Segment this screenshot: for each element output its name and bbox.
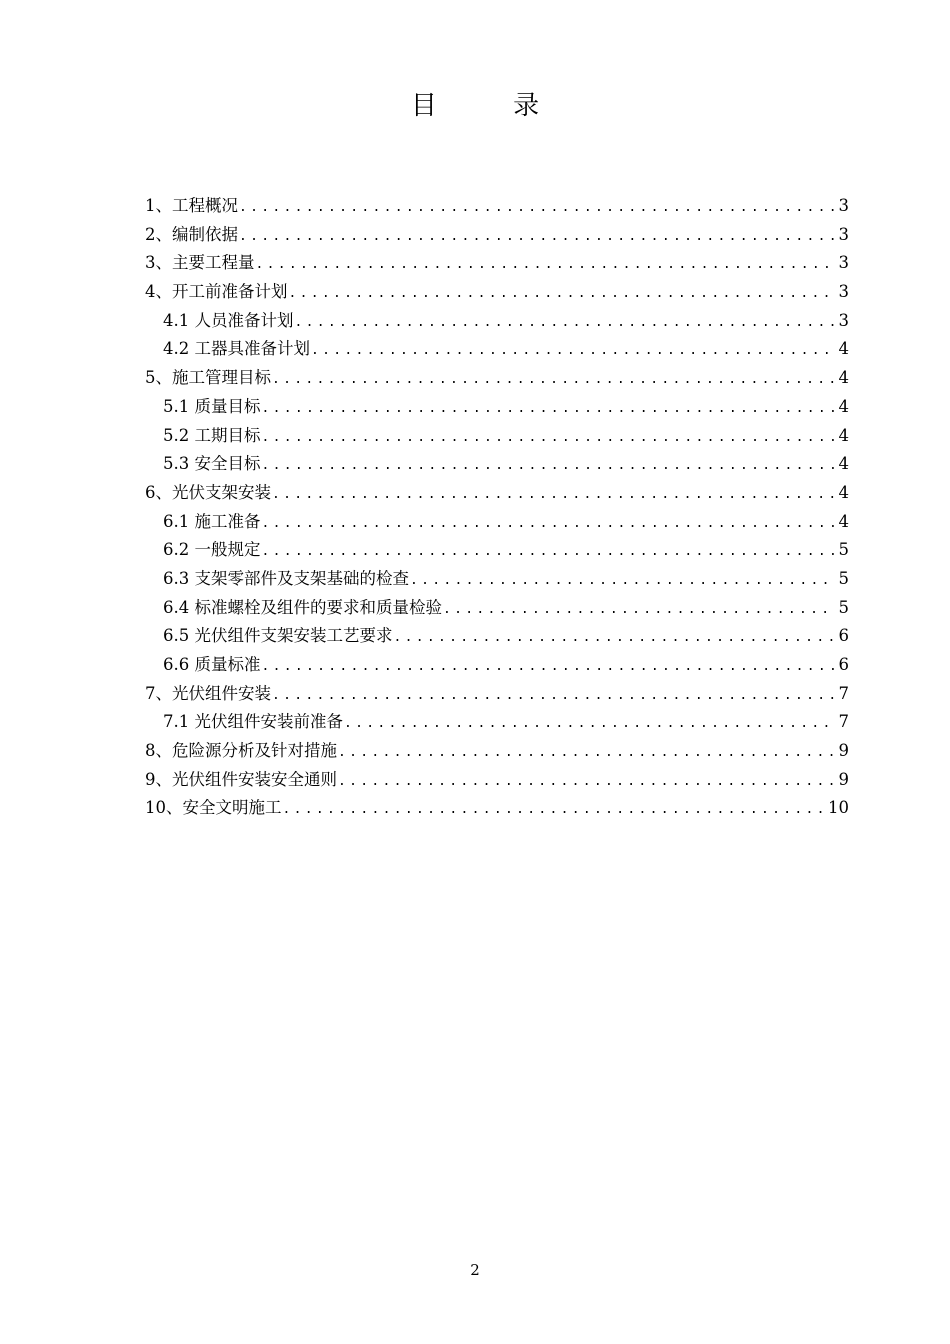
toc-dot-leader xyxy=(343,710,835,739)
toc-entry-page: 5 xyxy=(838,597,849,617)
toc-entry[interactable] xyxy=(145,737,849,766)
toc-dot-leader xyxy=(261,395,835,424)
toc-entry-label: 5.1 质量目标 xyxy=(163,396,261,416)
toc-dot-leader xyxy=(261,424,835,453)
toc-title: 目 录 xyxy=(410,91,574,121)
toc-entry-page: 9 xyxy=(838,769,849,789)
toc-entry-page: 3 xyxy=(838,282,849,302)
toc-entry-label: 1、工程概况 xyxy=(145,196,238,215)
toc-entry[interactable] xyxy=(145,422,849,451)
toc-entry-label: 7、光伏组件安装 xyxy=(145,683,271,703)
toc-dot-leader xyxy=(337,739,835,768)
toc-entry-label: 6.2 一般规定 xyxy=(163,540,261,560)
toc-dot-leader xyxy=(442,596,835,625)
toc-dot-leader xyxy=(238,223,835,252)
toc-entry-label: 6.4 标准螺栓及组件的要求和质量检验 xyxy=(163,597,442,617)
toc-entry-label: 6.1 施工准备 xyxy=(163,511,261,531)
toc-dot-leader xyxy=(282,796,825,825)
toc-dot-leader xyxy=(255,251,835,280)
toc-entry[interactable] xyxy=(145,680,849,709)
toc-dot-leader xyxy=(294,309,835,338)
toc-entry-page: 3 xyxy=(838,310,849,330)
toc-entry[interactable] xyxy=(145,622,849,651)
toc-entry[interactable] xyxy=(145,794,849,823)
toc-entry-page: 6 xyxy=(838,655,849,674)
toc-entry[interactable] xyxy=(145,651,849,680)
toc-entry[interactable] xyxy=(145,192,849,221)
toc-entry-label: 6.6 质量标准 xyxy=(163,655,261,674)
toc-entry-page: 6 xyxy=(838,626,849,646)
toc-entry-page: 4 xyxy=(838,511,849,531)
toc-entry[interactable] xyxy=(145,450,849,479)
toc-entry[interactable] xyxy=(145,335,849,364)
toc-entry-label: 4.2 工器具准备计划 xyxy=(163,339,310,359)
toc-entry-label: 5.3 安全目标 xyxy=(163,454,261,474)
toc-entry-label: 6.3 支架零部件及支架基础的检查 xyxy=(163,568,409,588)
toc-entry-page: 7 xyxy=(838,712,849,732)
toc-entry-label: 6、光伏支架安装 xyxy=(145,482,271,502)
toc-entry-page: 7 xyxy=(838,683,849,703)
toc-entry[interactable] xyxy=(145,508,849,537)
toc-dot-leader xyxy=(310,337,835,366)
toc-dot-leader xyxy=(271,481,835,510)
toc-entry-label: 5、施工管理目标 xyxy=(145,368,271,388)
toc-entry-label: 2、编制依据 xyxy=(145,224,238,244)
toc-dot-leader xyxy=(288,280,835,309)
toc-entry-label: 3、主要工程量 xyxy=(145,253,255,273)
toc-entry-page: 3 xyxy=(838,196,849,215)
toc-dot-leader xyxy=(409,567,835,596)
toc-list xyxy=(145,192,849,823)
toc-entry-label: 6.5 光伏组件支架安装工艺要求 xyxy=(163,626,393,646)
toc-entry-page: 4 xyxy=(838,454,849,474)
toc-entry-page: 3 xyxy=(838,224,849,244)
toc-entry[interactable] xyxy=(145,278,849,307)
toc-entry-label: 5.2 工期目标 xyxy=(163,425,261,445)
toc-dot-leader xyxy=(238,194,835,223)
toc-entry-label: 7.1 光伏组件安装前准备 xyxy=(163,712,343,732)
toc-entry[interactable] xyxy=(145,766,849,795)
toc-entry[interactable] xyxy=(145,364,849,393)
toc-entry[interactable] xyxy=(145,307,849,336)
toc-entry[interactable] xyxy=(145,479,849,508)
toc-dot-leader xyxy=(261,510,835,539)
toc-dot-leader xyxy=(261,538,835,567)
toc-dot-leader xyxy=(271,682,835,711)
toc-entry-label: 4、开工前准备计划 xyxy=(145,282,288,302)
toc-entry[interactable] xyxy=(145,393,849,422)
toc-entry-page: 3 xyxy=(838,253,849,273)
toc-entry-page: 4 xyxy=(838,368,849,388)
toc-dot-leader xyxy=(337,768,835,797)
toc-entry-label: 8、危险源分析及针对措施 xyxy=(145,741,337,761)
toc-entry-page: 5 xyxy=(838,540,849,560)
toc-entry-page: 4 xyxy=(838,396,849,416)
toc-entry-page: 9 xyxy=(838,741,849,761)
toc-dot-leader xyxy=(261,653,835,682)
toc-entry-page: 4 xyxy=(838,482,849,502)
toc-entry-label: 4.1 人员准备计划 xyxy=(163,310,294,330)
toc-entry[interactable] xyxy=(145,594,849,623)
toc-entry-page: 10 xyxy=(828,798,849,818)
toc-entry[interactable] xyxy=(145,565,849,594)
toc-dot-leader xyxy=(261,452,835,481)
toc-dot-leader xyxy=(271,366,835,395)
toc-entry[interactable] xyxy=(145,708,849,737)
toc-entry[interactable] xyxy=(145,536,849,565)
page-number: 2 xyxy=(470,1261,480,1279)
toc-entry[interactable] xyxy=(145,221,849,250)
toc-entry-label: 9、光伏组件安装安全通则 xyxy=(145,769,337,789)
toc-entry-label: 10、安全文明施工 xyxy=(145,798,282,818)
toc-entry-page: 5 xyxy=(838,568,849,588)
toc-dot-leader xyxy=(393,624,835,653)
toc-entry-page: 4 xyxy=(838,339,849,359)
toc-entry[interactable] xyxy=(145,249,849,278)
toc-entry-page: 4 xyxy=(838,425,849,445)
